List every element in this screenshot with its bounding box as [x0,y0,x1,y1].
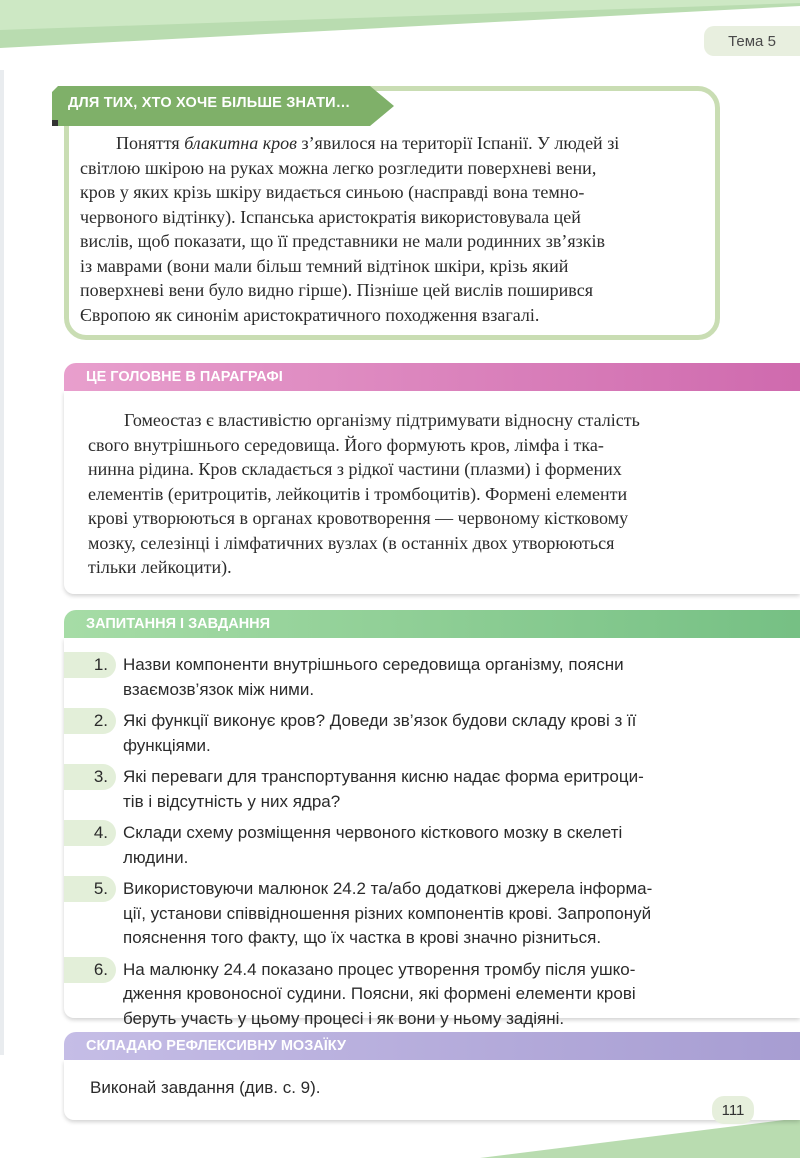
question-number: 4. [64,820,116,846]
question-item [64,957,744,1032]
main-summary-text [88,408,726,580]
questions-list [64,652,744,1037]
more-info-title: ДЛЯ ТИХ, ХТО ХОЧЕ БІЛЬШЕ ЗНАТИ… [68,95,351,111]
text-line: світлою шкірою на руках можна легко розгледити поверхневі вени, [80,157,597,178]
page-number: 111 [712,1096,754,1124]
text-line: Поняття блакитна кров з’явилося на території Іспанії. У людей зі [116,133,620,153]
question-text: Які переваги для транспортування кисню надає форма еритроци- тів і відсутність у них ядра? [123,767,644,811]
question-item [64,708,744,758]
text-line: червоного відтінку). Іспанська аристократія використовувала цей [80,206,581,227]
more-info-text [80,131,706,327]
question-number: 1. [64,652,116,678]
questions-header: ЗАПИТАННЯ І ЗАВДАННЯ [64,610,800,638]
question-text: Використовуючи малюнок 24.2 та/або додаткові джерела інформа- ції, установи співвідношення різних компонентів крові. Запропонуй пояснення того факту, що їх частка в крові значно різниться. [123,879,653,947]
italic-term: блакитна кров [184,133,297,153]
left-margin-rule [0,70,4,1055]
text-line: елементів (еритроцитів, лейкоцитів і тромбоцитів). Формені елементи [88,483,628,504]
text-line: тільки лейкоцити). [88,557,232,577]
question-item [64,876,744,951]
question-item [64,764,744,814]
mosaic-text: Виконай завдання (див. с. 9). [90,1078,321,1097]
mosaic-header: СКЛАДАЮ РЕФЛЕКСИВНУ МОЗАЇКУ [64,1032,800,1060]
question-text: Назви компоненти внутрішнього середовища організму, поясни взаємозв’язок між ними. [123,655,624,699]
text-line: нинна рідина. Кров складається з рідкої частини (плазми) і формених [88,459,622,479]
text-line: крові утворюються в органах кровотворення — червоному кістковому [88,508,629,528]
question-number: 2. [64,708,116,734]
text-line: свого внутрішнього середовища. Його формують кров, лімфа і тка- [88,434,604,455]
question-text: Склади схему розміщення червоного кісткового мозку в скелеті людини. [123,823,623,867]
text-line: поверхневі вени було видно гірше). Пізніше цей вислів поширився [80,280,593,300]
question-item [64,820,744,870]
top-decorative-band [0,0,800,60]
text-line: мозку, селезінці і лімфатичних вузлах (в останніх двох утворюються [88,532,615,553]
text-line: кров у яких крізь шкіру видається синьою (насправді вона темно- [80,182,585,202]
text-line: вислів, щоб показати, що її представники не мали родинних зв’язків [80,231,606,251]
theme-label: Тема 5 [704,26,800,56]
question-number: 6. [64,957,116,983]
text-line: Європою як синонім аристократичного походження взагалі. [80,304,540,325]
text-line: із маврами (вони мали більш темний відтінок шкіри, крізь який [80,255,569,276]
question-item [64,652,744,702]
main-summary-header: ЦЕ ГОЛОВНЕ В ПАРАГРАФІ [64,363,800,391]
question-number: 3. [64,764,116,790]
question-text: Які функції виконує кров? Доведи зв’язок будови складу крові з її функціями. [123,711,637,755]
text-line: Гомеостаз є властивістю організму підтримувати відносну сталість [124,410,640,430]
question-text: На малюнку 24.4 показано процес утворення тромбу після ушко- дження кровоносної судини. Поясни, які формені елементи крові беруть участь у цьому процесі і як вони у ньому задіяні. [123,959,636,1028]
question-number: 5. [64,876,116,902]
